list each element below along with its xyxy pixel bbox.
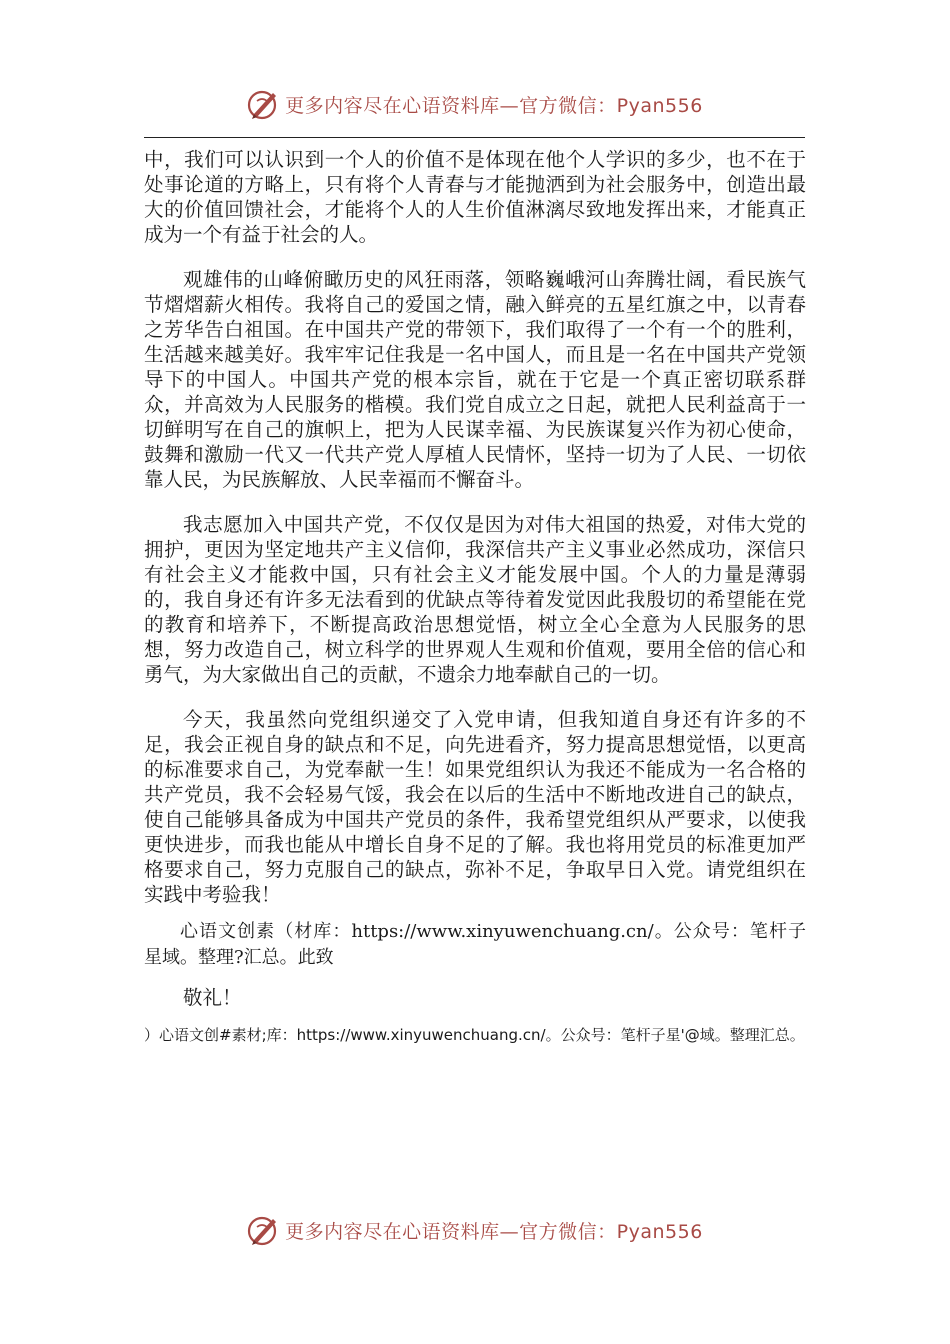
source-note: 心语文创素（材库：https://www.xinyuwenchuang.cn/。公众号：笔杆子星域。整理?汇总。此致 bbox=[144, 921, 806, 968]
footer-banner bbox=[0, 1210, 950, 1250]
footer-banner-text bbox=[285, 1217, 703, 1244]
footer-wechat-id: Pyan556 bbox=[616, 1220, 703, 1243]
pen-logo-icon bbox=[247, 1213, 281, 1247]
header-wechat-id: Pyan556 bbox=[616, 94, 703, 117]
document-body bbox=[144, 147, 806, 1047]
paragraph-1: 中，我们可以认识到一个人的价值不是体现在他个人学识的多少，也不在于处事论道的方略上，只有将个人青春与才能抛洒到为社会服务中，创造出最大的价值回馈社会，才能将个人的人生价值淋漓尽致地发挥出来，才能真正成为一个有益于社会的人。 bbox=[144, 148, 806, 246]
paragraph-2: 观雄伟的山峰俯瞰历史的风狂雨落，领略巍峨河山奔腾壮阔，看民族气节熠熠薪火相传。我将自己的爱国之情，融入鲜亮的五星红旗之中，以青春之芳华告白祖国。在中国共产党的带领下，我们取得了一个有一个的胜利，生活越来越美好。我牢牢记住我是一名中国人，而且是一名在中国共产党领导下的中国人。中国共产党的根本宗旨，就在于它是一个真正密切联系群众，并高效为人民服务的楷模。我们党自成立之日起，就把人民利益高于一切鲜明写在自己的旗帜上，把为人民谋幸福、为民族谋复兴作为初心使命，鼓舞和激励一代又一代共产党人厚植人民情怀，坚持一切为了人民、一切依靠人民，为民族解放、人民幸福而不懈奋斗。 bbox=[144, 268, 806, 491]
paragraph-4: 今天，我虽然向党组织递交了入党申请，但我知道自身还有许多的不足，我会正视自身的缺点和不足，向先进看齐，努力提高思想觉悟，以更高的标准要求自己，为党奉献一生！如果党组织认为我还不能成为一名合格的共产党员，我不会轻易气馁，我会在以后的生活中不断地改进自己的缺点，使自己能够具备成为中国共产党员的条件，我希望党组织从严要求，以使我更快进步，而我也能从中增长自身不足的了解。我也将用党员的标准更加严格要求自己，努力克服自己的缺点，弥补不足，争取早日入党。请党组织在实践中考验我！ bbox=[144, 708, 806, 906]
footer-source-note: ）心语文创#素材;库：https://www.xinyuwenchuang.cn/。公众号：笔杆子星'@域。整理汇总。 bbox=[144, 1026, 805, 1044]
footer-banner-label: 更多内容尽在心语资料库—官方微信： bbox=[285, 1220, 617, 1243]
salutation: 敬礼！ bbox=[183, 986, 242, 1009]
header-banner bbox=[0, 84, 950, 124]
header-banner-label: 更多内容尽在心语资料库—官方微信： bbox=[285, 94, 617, 117]
paragraph-3: 我志愿加入中国共产党，不仅仅是因为对伟大祖国的热爱，对伟大党的拥护，更因为坚定地共产主义信仰，我深信共产主义事业必然成功，深信只有社会主义才能救中国，只有社会主义才能发展中国。个人的力量是薄弱的，我自身还有许多无法看到的优缺点等待着发觉因此我殷切的希望能在党的教育和培养下，不断提高政治思想觉悟，树立全心全意为人民服务的思想，努力改造自己，树立科学的世界观人生观和价值观，要用全倍的信心和勇气，为大家做出自己的贡献，不遗余力地奉献自己的一切。 bbox=[144, 513, 806, 686]
pen-logo-icon bbox=[247, 87, 281, 121]
header-rule bbox=[144, 137, 805, 138]
header-banner-text bbox=[285, 91, 703, 118]
